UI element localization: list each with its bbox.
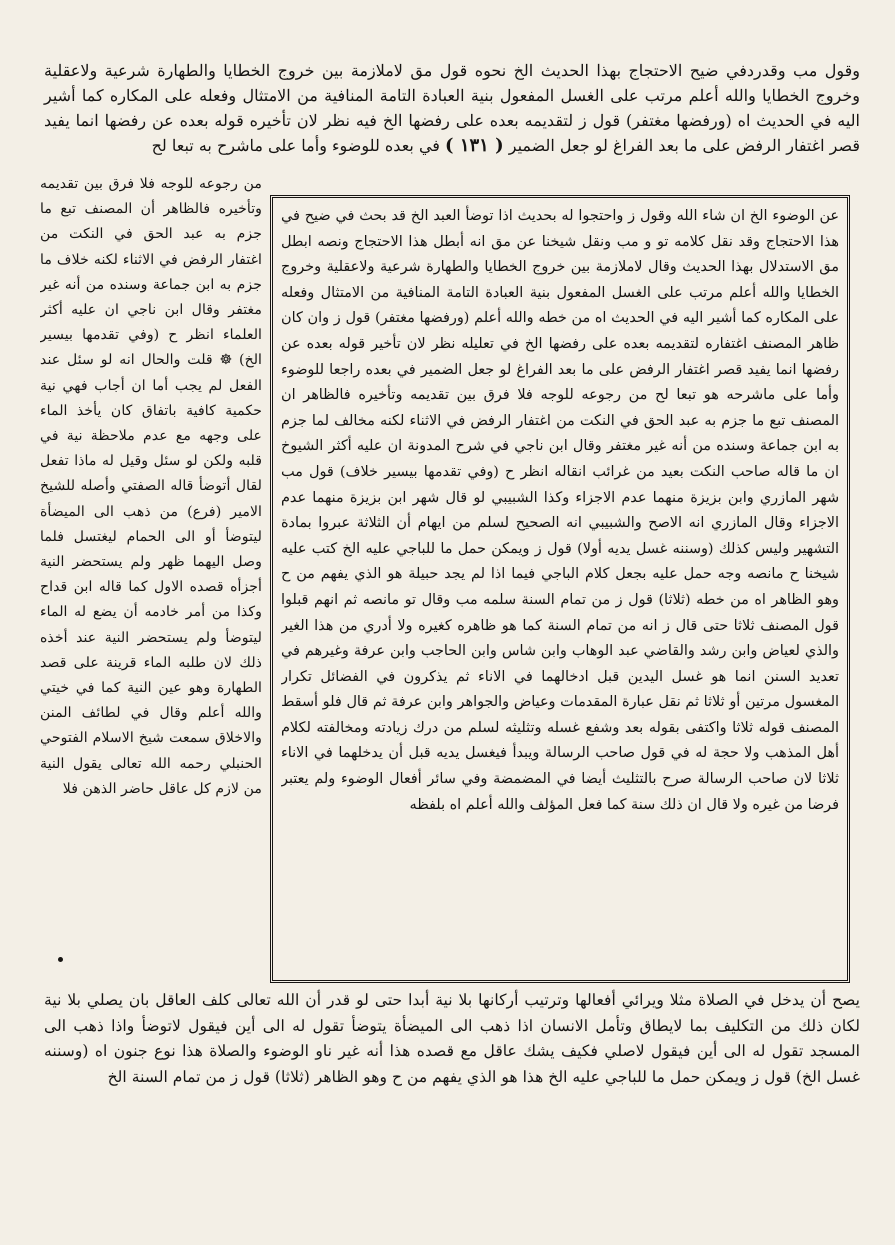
- margin-dot-mark: [58, 957, 63, 962]
- top-commentary-paragraph: [44, 58, 860, 158]
- side-margin-column: من رجوعه للوجه فلا فرق بين تقديمه وتأخيره فالظاهر أن المصنف تبع ما جزم به عبد الحق في النكت من اغتفار الرفض في الاثناء لكنه خلاف ما جزم به ابن جماعة وسنده من أنه غير مغتفر وقال ابن ناجي ان عليه أكثر العلماء انظر ح (وفي تقدمها بيسير الخ) ☸ قلت والحال انه لو سئل عند الفعل لم يجب أما ان أجاب فهي نية حكمية كافية باتفاق كان يأخذ الماء على وجهه مع عدم ملاحظة نية في قلبه ولكن لو سئل وقيل له ماذا تفعل لقال أتوضأ قاله الصفتي وأصله للشيخ الامير (فرع) من ذهب الى الميضأة ليتوضأ أو الى الحمام ليغتسل فلما وصل اليهما ظهر ولم يستحضر النية أجزأه قصده الاول كما قاله ابن قداح وكذا من أمر خادمه أن يضع له الماء ليتوضأ ولم يستحضر النية عند أخذه ذلك لان طلبه الماء قرينة على قصد الطهارة وهو عين النية كما في خيتي والله أعلم وقال في لطائف المنن والاخلاق سمعت شيخ الاسلام الفتوحي الحنبلي رحمه الله تعالى يقول النية من لازم كل عاقل حاضر الذهن فلا: [40, 176, 262, 797]
- top-commentary-text: وقول مب وقدردفي ضيح الاحتجاج بهذا الحديث الخ نحوه قول مق لاملازمة بين خروج الخطايا والطهارة شرعية ولاعقلية وخروج الخطايا والله أعلم مرتب على الغسل المفعول بنية العبادة التامة المنافية من الامتثال وفعله على المكاره كما أشير اليه في الحديث اه (ورفضها مغتفر) قول ز لتقديمه بعده على رفضها الخ فيه نظر لان تأخيره قوله بعده عن رفضها انما يفيد قصر اغتفار الرفض على ما بعد الفراغ لو جعل الضمير: [44, 61, 860, 155]
- bottom-commentary-paragraph: يصح أن يدخل في الصلاة مثلا ويرائي أفعالها وترتيب أركانها بلا نية أبدا حتى لو قدر أن الله تعالى كلف العاقل بان يصلي بلا نية لكان ذلك من التكليف بما لايطاق وتأمل الانسان اذا ذهب الى الميضأة يتوضأ تقول له الى أين فيقول لاتوضأ واذا ذهب الى المسجد تقول له الى أين فيقول لاصلي فكيف يشك عاقل مع قصده هذا أنه غير ناو الوضوء والصلاة هذا نوع جنون اه (وسننه غسل الخ) قول ز ويمكن حمل ما للباجي عليه الخ هذا هو الذي يفهم من ح وهو الظاهر (ثلاثا) قول ز من تمام السنة الخ: [44, 991, 861, 1086]
- commentary-marker-number: ( ١٣١ ): [445, 135, 504, 156]
- boxed-main-text-frame: [270, 195, 850, 983]
- boxed-main-text: عن الوضوء الخ ان شاء الله وقول ز واحتجوا له بحديث اذا توضأ العبد الخ قد بحث في ضيح في هذا الاحتجاج وقد نقل كلامه تو و مب ونقل شيخنا عن مق انه أبطل هذا الاحتجاج ونصه ابطل مق الاستدلال بهذا الحديث وقال لاملازمة بين خروج الخطايا والطهارة شرعية ولاعقلية وخروج الخطايا والله أعلم مرتب على الغسل المفعول بنية العبادة التامة المنافية من الامتثال وفعله على المكاره كما أشير اليه في الحديث اه من خطه والله أعلم (ورفضها مغتفر) قول ز وان كان ظاهر المصنف اغتفاره لتقديمه بعده على رفضها الخ في تعليله نظر لان تأخير قوله بعده عن رفضها انما يفيد قصر اغتفار الرفض على ما بعد الفراغ لو جعل الضمير في بعده راجعا للوضوء وأما على ماشرحه هو تبعا لح من رجوعه للوجه فلا فرق بين تقديمه وتأخيره فالظاهر ان المصنف تبع ما جزم به عبد الحق في النكت من اغتفار الرفض في الاثناء لكنه مخالف لما جزم به ابن جماعة وسنده من أنه غير مغتفر وقال ابن ناجي في شرح المدونة ان عليه أكثر الشيوخ ان ما قاله صاحب النكت بعيد من غرائب انقاله انظر ح (وفي تقدمها بيسير خلاف) قول مب شهر المازري وابن بزيزة منهما عدم الاجزاء وكذا الشبيبي لو قال شهر ابن بزيزة منهما عدم الاجزاء وقال المازري انه الاصح والشبيبي انه الصحيح لسلم من ايهام أن الثلاثة عبروا بمادة التشهير وليس كذلك (وسننه غسل يديه أولا) قول ز ويمكن حمل ما للباجي عليه الخ كتب عليه شيخنا ح مانصه وجه حمل عليه بجعل كلام الباجي فيما اذا لم يجد حبيلة هو الذي يفهم من ح وهو الظاهر اه من خطه (ثلاثا) قول ز من تمام السنة سلمه مب وقال تو مانصه ثم انهم قبلوا قول المصنف ثلاثا حتى قال ز انه من تمام السنة كما هو ظاهره كغيره ولا أدري من هذا الغير والذي لعياض وابن رشد والقاضي عبد الوهاب وابن شاس وابن الحاجب وابن عرفة وغيرهم في تعديد السنن انما هو غسل اليدين قبل ادخالهما في الاناء ثم يذكرون في الفضائل تكرار المغسول مرتين أو ثلاثا ثم نقل عبارة المقدمات وعياض والجواهر وابن عرفة ثم قال فلو أسقط المصنف قوله ثلاثا واكتفى بقوله بعد وشفع غسله وتثليثه لسلم من درك زيادته ومخالفته لكلام أهل المذهب ولا حجة له في قول صاحب الرسالة ويبدأ فيغسل يديه قبل أن يدخلهما في الاناء ثلاثا لان صاحب الرسالة صرح بالتثليث أيضا في المضمضة وفي سائر أفعال الوضوء ولم يعتبر فرضا من غيره ولا قال ان ذلك سنة كما فعل المؤلف والله أعلم اه بلفظه: [281, 208, 839, 813]
- top-commentary-text-end: في بعده للوضوء وأما على ماشرح به تبعا لح: [151, 136, 440, 155]
